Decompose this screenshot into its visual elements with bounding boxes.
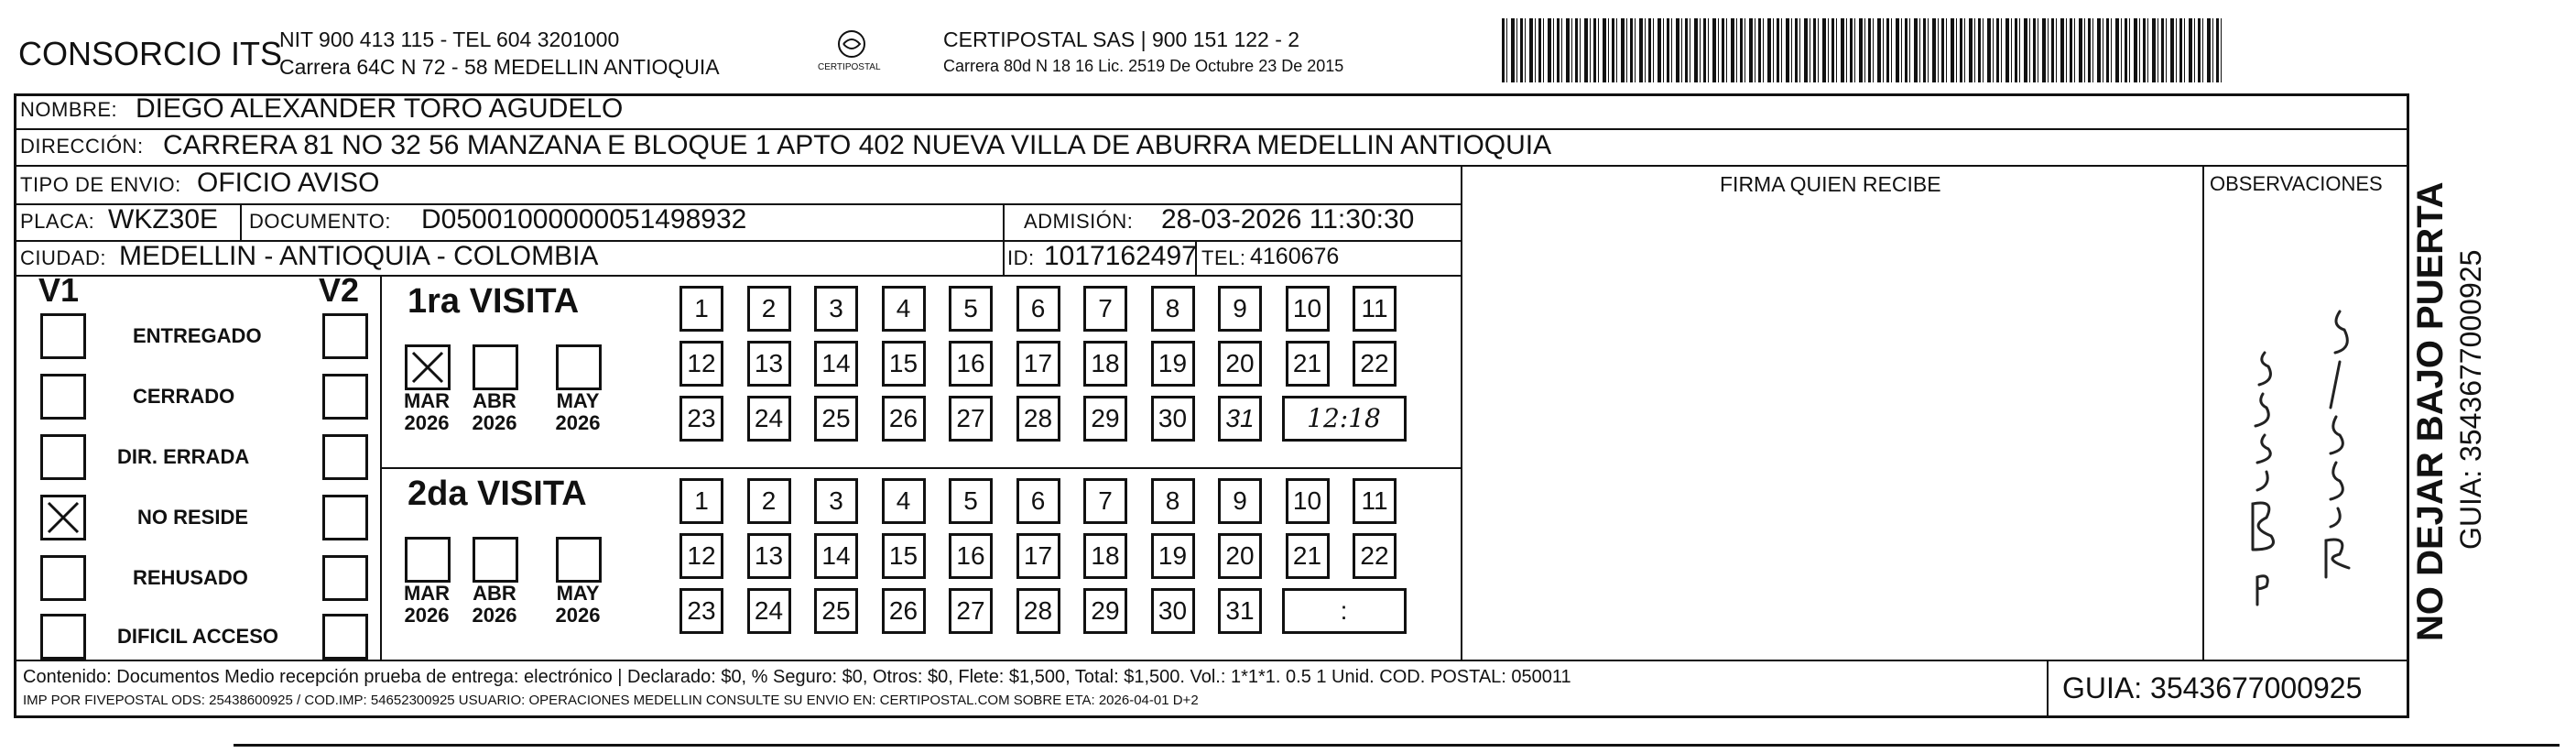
day-box[interactable]: 30 bbox=[1151, 396, 1195, 442]
day-box[interactable]: 6 bbox=[1016, 286, 1060, 332]
month-checkbox[interactable] bbox=[473, 537, 518, 583]
v2-label: V2 bbox=[319, 271, 360, 309]
status-label: NO RESIDE bbox=[137, 506, 249, 529]
documento-value: D05001000000051498932 bbox=[421, 204, 747, 235]
month-name: MAY bbox=[556, 389, 600, 412]
month-year: 2026 bbox=[555, 604, 601, 627]
month-year: 2026 bbox=[472, 604, 517, 627]
day-box[interactable]: 25 bbox=[814, 396, 858, 442]
visit2-title: 2da VISITA bbox=[408, 475, 587, 513]
side-notice bbox=[2410, 181, 2451, 641]
day-box[interactable]: 17 bbox=[1016, 341, 1060, 387]
day-box[interactable]: 8 bbox=[1151, 286, 1195, 332]
logo-text: CERTIPOSTAL bbox=[818, 62, 881, 72]
side-guia-text: GUIA: 3543677000925 bbox=[2454, 249, 2487, 550]
day-box[interactable]: 18 bbox=[1083, 341, 1127, 387]
nombre-value: DIEGO ALEXANDER TORO AGUDELO bbox=[136, 93, 624, 124]
status-label: REHUSADO bbox=[133, 566, 248, 589]
day-box[interactable]: 2 bbox=[747, 478, 791, 524]
v1-checkbox[interactable] bbox=[40, 555, 86, 601]
address-line: Carrera 64C N 72 - 58 MEDELLIN ANTIOQUIA bbox=[279, 55, 720, 79]
day-box[interactable]: 1 bbox=[679, 478, 723, 524]
admision-label: ADMISIÓN: bbox=[1024, 210, 1134, 233]
day-box[interactable]: 29 bbox=[1083, 588, 1127, 634]
no-dejar-bajo-puerta: NO DEJAR BAJO PUERTA bbox=[2410, 181, 2451, 641]
month-label bbox=[550, 390, 605, 434]
footer-contenido: Contenido: Documentos Medio recepción prueba de entrega: electrónico | Declarado: $0, % Seguro: $0, Otros: $0, Flete: $1,500, Total: $1,500. Vol.: 1*1*1. 0.5 1 Unid. COD. POSTAL: 050011 bbox=[23, 667, 1571, 687]
signature-handwriting bbox=[2202, 275, 2404, 660]
v2-checkbox[interactable] bbox=[322, 495, 368, 540]
day-box[interactable]: 5 bbox=[949, 478, 993, 524]
status-label: CERRADO bbox=[133, 385, 235, 408]
firma-label: FIRMA QUIEN RECIBE bbox=[1720, 172, 1941, 196]
day-box[interactable]: 14 bbox=[814, 533, 858, 579]
day-box[interactable]: 16 bbox=[949, 533, 993, 579]
v1-checkbox[interactable] bbox=[40, 313, 86, 359]
day-box[interactable]: 11 bbox=[1353, 478, 1397, 524]
month-checkbox[interactable] bbox=[556, 344, 602, 390]
day-box[interactable]: 7 bbox=[1083, 286, 1127, 332]
day-box[interactable]: 24 bbox=[747, 588, 791, 634]
day-box[interactable]: 4 bbox=[882, 478, 926, 524]
day-box[interactable]: 3 bbox=[814, 286, 858, 332]
ciudad-label: CIUDAD: bbox=[20, 246, 106, 269]
day-box[interactable]: 9 bbox=[1218, 478, 1262, 524]
v1-checkbox[interactable] bbox=[40, 614, 86, 660]
documento-label: DOCUMENTO: bbox=[249, 210, 391, 233]
day-box[interactable]: 14 bbox=[814, 341, 858, 387]
day-box[interactable]: 7 bbox=[1083, 478, 1127, 524]
month-year: 2026 bbox=[404, 411, 450, 434]
placa-label: PLACA: bbox=[20, 210, 95, 233]
month-year: 2026 bbox=[555, 411, 601, 434]
day-box[interactable]: 13 bbox=[747, 533, 791, 579]
day-box[interactable]: 20 bbox=[1218, 341, 1262, 387]
status-label: ENTREGADO bbox=[133, 324, 262, 347]
day-box[interactable]: 27 bbox=[949, 588, 993, 634]
day-box[interactable]: 1 bbox=[679, 286, 723, 332]
tipo-value: OFICIO AVISO bbox=[197, 168, 380, 198]
day-box[interactable]: 16 bbox=[949, 341, 993, 387]
day-box[interactable]: 21 bbox=[1286, 533, 1330, 579]
tel-value: 4160676 bbox=[1250, 244, 1340, 269]
day-box[interactable]: 10 bbox=[1286, 286, 1330, 332]
v2-checkbox[interactable] bbox=[322, 374, 368, 420]
day-box[interactable]: 15 bbox=[882, 341, 926, 387]
month-label bbox=[467, 390, 522, 434]
day-box[interactable]: 2 bbox=[747, 286, 791, 332]
status-label: DIR. ERRADA bbox=[117, 445, 250, 468]
certipostal-logo bbox=[810, 27, 893, 82]
nombre-label: NOMBRE: bbox=[20, 98, 118, 121]
day-box[interactable]: 31 bbox=[1218, 588, 1262, 634]
logo-icon bbox=[810, 27, 893, 82]
month-name: MAY bbox=[556, 582, 600, 605]
marked-day: 31 bbox=[1225, 404, 1255, 432]
day-box[interactable]: 12 bbox=[679, 341, 723, 387]
day-box[interactable]: 12 bbox=[679, 533, 723, 579]
observaciones-label: OBSERVACIONES bbox=[2210, 172, 2383, 195]
day-box[interactable]: 5 bbox=[949, 286, 993, 332]
day-box[interactable]: 22 bbox=[1353, 533, 1397, 579]
side-guia bbox=[2454, 250, 2488, 550]
courier-line: CERTIPOSTAL SAS | 900 151 122 - 2 bbox=[943, 27, 1300, 51]
day-box[interactable]: 4 bbox=[882, 286, 926, 332]
day-box-marked[interactable] bbox=[1218, 396, 1262, 442]
v2-checkbox[interactable] bbox=[322, 434, 368, 480]
day-box[interactable]: 24 bbox=[747, 396, 791, 442]
v1-checkbox[interactable] bbox=[40, 434, 86, 480]
v2-checkbox[interactable] bbox=[322, 614, 368, 660]
day-box[interactable]: 25 bbox=[814, 588, 858, 634]
day-box[interactable]: 29 bbox=[1083, 396, 1127, 442]
placa-value: WKZ30E bbox=[108, 204, 219, 235]
month-name: ABR bbox=[473, 389, 516, 412]
footer-guia: GUIA: 3543677000925 bbox=[2062, 671, 2363, 704]
v1-label: V1 bbox=[38, 271, 80, 309]
barcode bbox=[1502, 18, 2225, 82]
day-box[interactable]: 20 bbox=[1218, 533, 1262, 579]
visit1-title: 1ra VISITA bbox=[408, 282, 580, 321]
day-box[interactable]: 18 bbox=[1083, 533, 1127, 579]
month-name: ABR bbox=[473, 582, 516, 605]
status-label: DIFICIL ACCESO bbox=[117, 625, 279, 648]
ciudad-value: MEDELLIN - ANTIOQUIA - COLOMBIA bbox=[119, 241, 599, 271]
tel-label: TEL: bbox=[1201, 246, 1246, 269]
day-box[interactable]: 6 bbox=[1016, 478, 1060, 524]
month-checkbox[interactable] bbox=[405, 537, 451, 583]
footer-imp: IMP POR FIVEPOSTAL ODS: 25438600925 / COD.IMP: 54652300925 USUARIO: OPERACIONES MEDELLIN CONSULTE SU ENVIO EN: CERTIPOSTAL.COM SOBRE ETA: 2026-04-01 D+2 bbox=[23, 693, 1199, 708]
tipo-label: TIPO DE ENVIO: bbox=[20, 173, 181, 196]
day-box[interactable]: 17 bbox=[1016, 533, 1060, 579]
day-box[interactable]: 28 bbox=[1016, 588, 1060, 634]
month-checkbox[interactable] bbox=[473, 344, 518, 390]
day-box[interactable]: 19 bbox=[1151, 533, 1195, 579]
month-checkbox[interactable] bbox=[405, 344, 451, 390]
v2-checkbox[interactable] bbox=[322, 555, 368, 601]
nit-line: NIT 900 413 115 - TEL 604 3201000 bbox=[279, 27, 620, 51]
month-label bbox=[467, 583, 522, 627]
time-box[interactable]: : bbox=[1282, 588, 1407, 634]
day-box[interactable]: 23 bbox=[679, 588, 723, 634]
day-box[interactable]: 10 bbox=[1286, 478, 1330, 524]
day-box[interactable]: 3 bbox=[814, 478, 858, 524]
day-box[interactable]: 15 bbox=[882, 533, 926, 579]
day-box[interactable]: 19 bbox=[1151, 341, 1195, 387]
x-mark-icon bbox=[408, 347, 448, 387]
day-box[interactable]: 13 bbox=[747, 341, 791, 387]
v1-checkbox[interactable] bbox=[40, 495, 86, 540]
month-year: 2026 bbox=[404, 604, 450, 627]
direccion-value: CARRERA 81 NO 32 56 MANZANA E BLOQUE 1 APTO 402 NUEVA VILLA DE ABURRA MEDELLIN ANTIOQUIA bbox=[163, 130, 1552, 160]
day-box[interactable]: 26 bbox=[882, 396, 926, 442]
company-name: CONSORCIO ITS bbox=[18, 35, 283, 72]
month-label bbox=[399, 390, 454, 434]
admision-value: 28-03-2026 11:30:30 bbox=[1161, 204, 1415, 235]
x-mark-icon bbox=[43, 497, 83, 538]
day-box[interactable]: 27 bbox=[949, 396, 993, 442]
v2-checkbox[interactable] bbox=[322, 313, 368, 359]
day-box[interactable]: 21 bbox=[1286, 341, 1330, 387]
day-box[interactable]: 11 bbox=[1353, 286, 1397, 332]
id-label: ID: bbox=[1007, 246, 1035, 269]
v1-checkbox[interactable] bbox=[40, 374, 86, 420]
day-box[interactable]: 30 bbox=[1151, 588, 1195, 634]
month-checkbox[interactable] bbox=[556, 537, 602, 583]
month-name: MAR bbox=[403, 582, 451, 605]
day-box[interactable]: 9 bbox=[1218, 286, 1262, 332]
day-box[interactable]: 8 bbox=[1151, 478, 1195, 524]
day-box[interactable]: 23 bbox=[679, 396, 723, 442]
id-value: 1017162497 bbox=[1044, 241, 1197, 271]
day-box[interactable]: 28 bbox=[1016, 396, 1060, 442]
day-box[interactable]: 26 bbox=[882, 588, 926, 634]
month-label bbox=[550, 583, 605, 627]
direccion-label: DIRECCIÓN: bbox=[20, 135, 144, 158]
day-box[interactable]: 22 bbox=[1353, 341, 1397, 387]
time-box[interactable]: 12:18 bbox=[1282, 396, 1407, 442]
month-name: MAR bbox=[403, 389, 451, 412]
courier-address: Carrera 80d N 18 16 Lic. 2519 De Octubre 23 De 2015 bbox=[943, 57, 1344, 75]
month-label bbox=[399, 583, 454, 627]
month-year: 2026 bbox=[472, 411, 517, 434]
